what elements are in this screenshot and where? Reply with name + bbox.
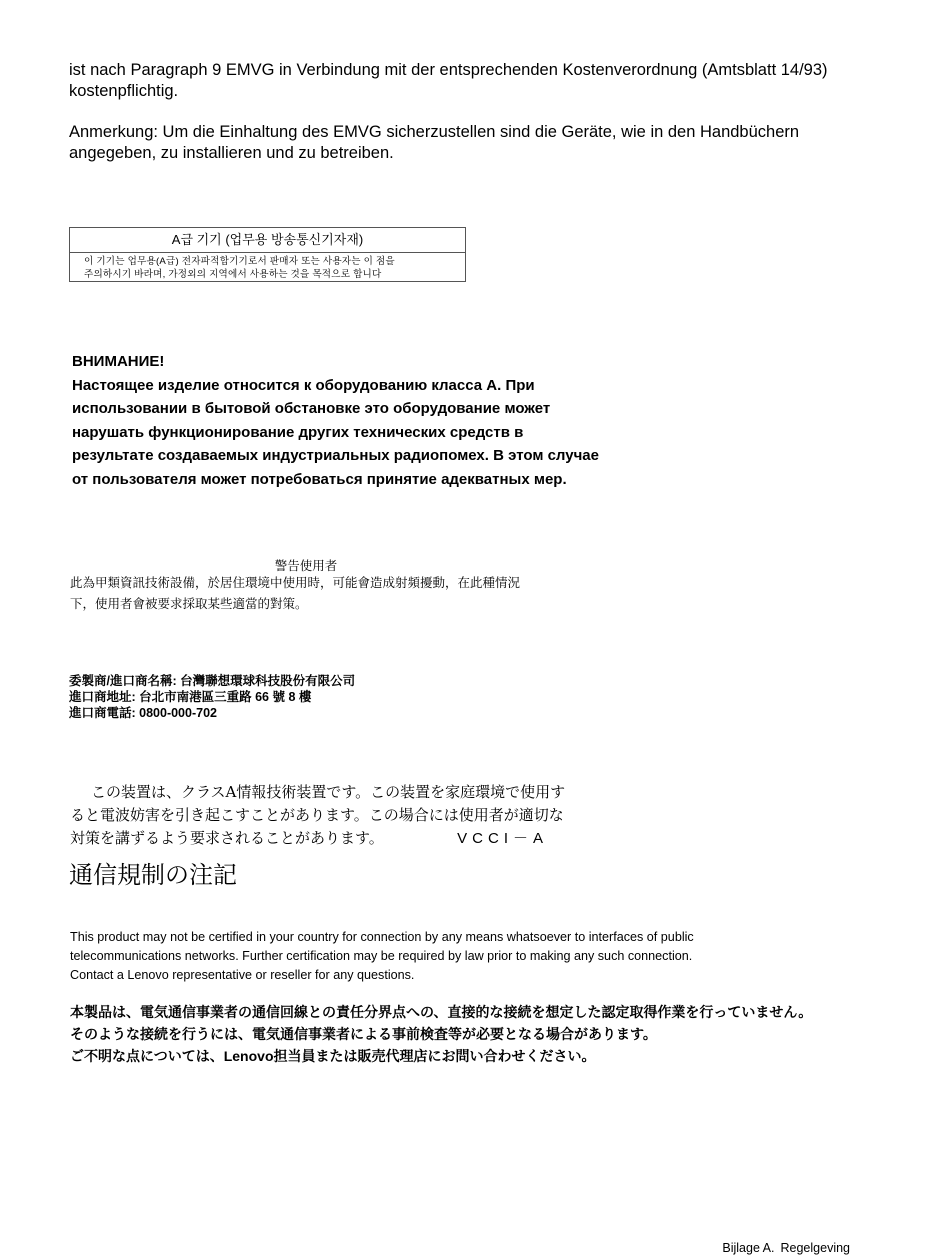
- vcci-mark: VCCI－A: [457, 830, 548, 847]
- text-line: от пользователя может потребоваться принятие адекватных мер.: [72, 470, 567, 488]
- text-line: ると電波妨害を引き起こすことがあります。この場合には使用者が適切な: [70, 806, 564, 824]
- text-line: Anmerkung: Um die Einhaltung des EMVG sicherzustellen sind die Geräte, wie in den Handbüchern: [69, 123, 800, 141]
- german-paragraph-1: [69, 60, 889, 102]
- text-line: результате создаваемых индустриальных радиопомех. В этом случае: [72, 447, 599, 464]
- importer-phone: 進口商電話: 0800-000-702: [69, 706, 217, 720]
- taiwan-warning-body: [70, 573, 520, 615]
- telecom-heading: 通信規制の注記: [69, 862, 237, 889]
- text-line: 下，使用者會被要求採取某些適當的對策。: [70, 597, 308, 611]
- text-line: Contact a Lenovo representative or reseller for any questions.: [70, 968, 415, 982]
- importer-info: [69, 673, 355, 721]
- text-line: 주의하시기 바라며, 가정외의 지역에서 사용하는 것을 목적으로 합니다: [84, 268, 382, 280]
- vcci-notice: [70, 781, 566, 850]
- footer-section: Regelgeving: [780, 1241, 850, 1255]
- text-line: この装置は、クラスA情報技術装置です。この装置を家庭環境で使用す: [91, 783, 566, 801]
- text-line: telecommunications networks. Further certification may be required by law prior to making any such connection.: [70, 949, 693, 963]
- text-line: 対策を講ずるよう要求されることがあります。: [70, 829, 384, 847]
- footer-appendix: Bijlage A.: [722, 1241, 775, 1255]
- importer-name: 委製商/進口商名稱: 台灣聯想環球科技股份有限公司: [69, 674, 356, 688]
- text-line: 此為甲類資訊技術設備，於居住環境中使用時，可能會造成射頻擾動，在此種情況: [70, 576, 521, 590]
- importer-address: 進口商地址: 台北市南港區三重路 66 號 8 樓: [69, 690, 312, 704]
- text-line: ist nach Paragraph 9 EMVG in Verbindung mit der entsprechenden Kostenverordnung (Amtsblatt 14/93): [69, 61, 828, 79]
- text-line: ご不明な点については、Lenovo担当員または販売代理店にお問い合わせください。: [70, 1048, 596, 1064]
- german-paragraph-2: [69, 122, 889, 164]
- russian-warning-title: ВНИМАНИЕ!: [72, 353, 165, 370]
- page-footer: [722, 1241, 850, 1255]
- korean-class-a-notice: [69, 227, 466, 282]
- korean-notice-title: A급 기기 (업무용 방송통신기자재): [70, 228, 465, 253]
- text-line: kostenpflichtig.: [69, 82, 179, 100]
- text-line: 이 기기는 업무용(A급) 전자파적합기기로서 판매자 또는 사용자는 이 점을: [84, 256, 395, 267]
- text-line: そのような接続を行うには、電気通信事業者による事前検査等が必要となる場合があります。: [70, 1026, 657, 1042]
- taiwan-warning-title: 警告使用者: [274, 559, 338, 573]
- text-line: 本製品は、電気通信事業者の通信回線との責任分界点への、直接的な接続を想定した認定取得作業を行っていません。: [70, 1004, 813, 1020]
- text-line: нарушать функционирование других технических средств в: [72, 423, 524, 441]
- text-line: Настоящее изделие относится к оборудованию класса А. При: [72, 376, 535, 394]
- text-line: использовании в бытовой обстановке это оборудование может: [72, 400, 551, 417]
- telecom-english-notice: [70, 928, 694, 985]
- text-line: This product may not be certified in your country for connection by any means whatsoever to interfaces of public: [70, 930, 694, 944]
- russian-warning: [72, 350, 599, 491]
- vcci-last-row: [70, 827, 560, 850]
- text-line: angegeben, zu installieren und zu betreiben.: [69, 144, 394, 162]
- korean-notice-body: [70, 253, 465, 281]
- telecom-japanese-notice: [70, 1001, 812, 1067]
